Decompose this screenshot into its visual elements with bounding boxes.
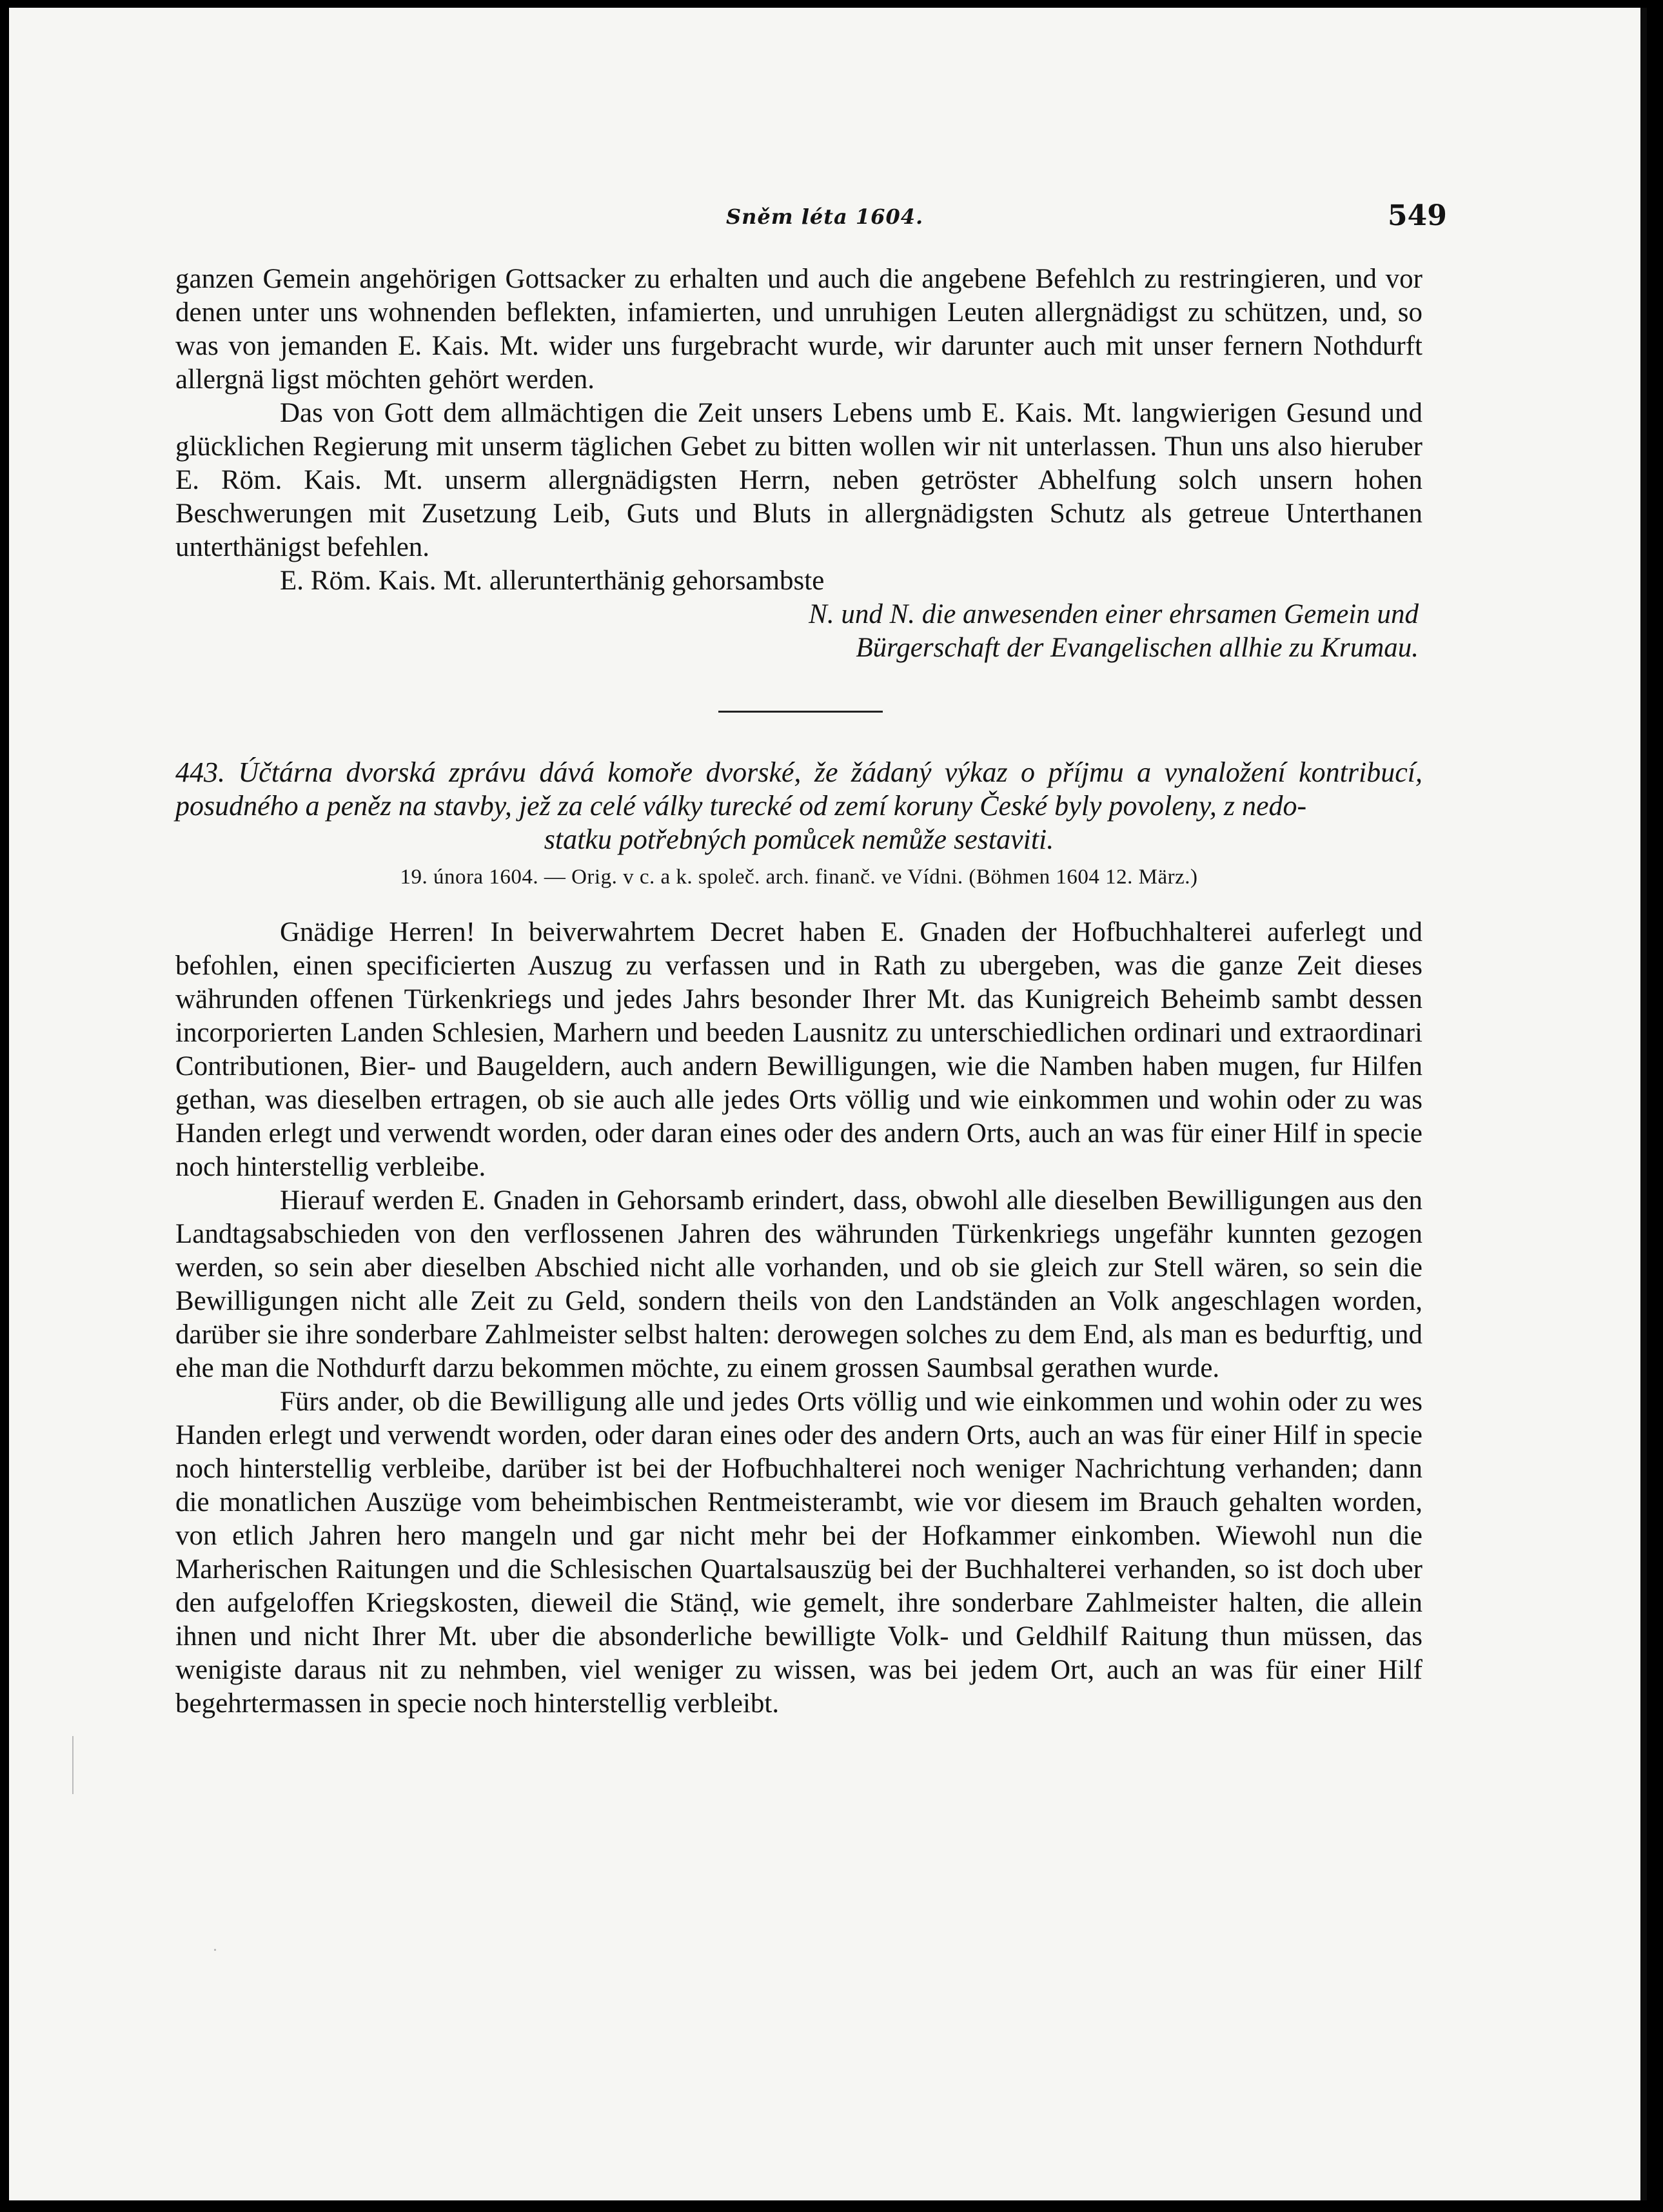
heading-text: 443. Účtárna dvorská zprávu dává komoře dvorské, že žádaný výkaz o příjmu a vynaložení kontribucí, posudného a peněz na stavby, jež za celé války turecké od zemí koruny České byly povoleny, z nedo- xyxy=(175,756,1422,822)
signature-line: Bürgerschaft der Evangelischen allhie zu Krumau. xyxy=(856,633,1419,663)
document-page xyxy=(9,8,1647,2200)
paragraph: Hierauf werden E. Gnaden in Gehorsamb erindert, dass, obwohl alle dieselben Bewilligungen aus den Landtagsabschieden von den verflossenen Jahren des währunden Türkenkriegs ungefähr kunnten gezogen werden, so sein aber dieselben Abschied nicht alle vorhanden, und ob sie gleich zur Stell wären, so sein die Bewilligungen nicht alle Zeit zu Geld, sondern theils von den Landständen an Volk angeschlagen worden, darüber sie ihre sonderbare Zahlmeister selbst halten: derowegen solches zu dem End, als man es bedurftig, und ehe man die Nothdurft darzu bekommen möchte, zu einem grossen Saumbsal gerathen wurde. xyxy=(175,1185,1422,1383)
paragraph: Gnädige Herren! In beiverwahrtem Decret haben E. Gnaden der Hofbuchhalterei auferlegt und befohlen, einen specificierten Auszug zu verfassen und in Rath zu ubergeben, was die ganze Zeit dieses währunden offenen Türkenkriegs und jedes Jahrs besonder Ihrer Mt. das Kunigreich Beheimb sambt dessen incorporierten Landen Schlesien, Marhern und beeden Lausnitz zu unterschiedlichen ordinari und extraordinari Contributionen, Bier- und Baugeldern, auch andern Bewilligungen, wie die Namben haben mugen, fur Hilfen gethan, was dieselben ertragen, ob sie auch alle jedes Orts völlig und wie einkommen und wohin oder zu was Handen erlegt und verwendt worden, oder daran eines oder des andern Orts, auch an was für einer Hilf in specie noch hinterstellig verbleibe. xyxy=(175,917,1422,1182)
scan-mark xyxy=(214,1949,216,1951)
running-head: Sněm léta 1604. xyxy=(726,204,924,229)
paragraph: Fürs ander, ob die Bewilligung alle und jedes Orts völlig und wie einkommen und wohin oder zu wes Handen erlegt und verwendt worden, oder daran eines oder des andern Orts, auch an was für einer Hilf in specie noch hinterstellig verbleibe, darüber ist bei der Hofbuchhalterei noch weniger Nachrichtung verhanden; dann die monatlichen Auszüge vom beheimbischen Rentmeisterambt, wie vor diesem im Brauch gehalten worden, von etlich Jahren hero mangeln und gar nicht mehr bei der Hofkammer einkomben. Wiewohl nun die Marherischen Raitungen und die Schlesischen Quartalsauszüg bei der Buchhalterei verhanden, so ist doch uber den aufgeloffen Kriegskosten, dieweil die Stänḍ, wie gemelt, ihre sonderbare Zahlmeister halten, die allein ihnen und nicht Ihrer Mt. uber die absonderliche bewilligte Volk- und Geldhilf Raitung thun müssen, das wenigiste daraus nit zu nehmben, viel weniger zu wissen, was bei jedem Ort, auch an was für einer Hilf begehrtermassen in specie noch hinterstellig verbleibt. xyxy=(175,1387,1422,1719)
document-heading xyxy=(175,756,1422,856)
letter-ending xyxy=(175,262,1422,665)
heading-text-last-line: statku potřebných pomůcek nemůže sestaviti. xyxy=(544,824,1054,855)
scan-mark xyxy=(72,1736,74,1794)
source-citation: 19. února 1604. — Orig. v c. a k. společ. arch. finanč. ve Vídni. (Böhmen 1604 12. März.) xyxy=(400,865,1198,889)
closing-formula: E. Röm. Kais. Mt. allerunterthänig gehorsambste xyxy=(280,566,825,596)
page-header xyxy=(9,199,1640,243)
paragraph: Das von Gott dem allmächtigen die Zeit unsers Lebens umb E. Kais. Mt. langwierigen Gesund und glücklichen Regierung mit unserm täglichen Gebet zu bitten wollen wir nit unterlassen. Thun uns also hieruber E. Röm. Kais. Mt. unserm allergnädigsten Herrn, neben getröster Abhelfung solch unsern hohen Beschwerungen mit Zusetzung Leib, Guts und Bluts in allergnädigsten Schutz als getreue Unterthanen unterthänigst befehlen. xyxy=(175,398,1422,562)
page-number: 549 xyxy=(1388,199,1447,232)
paragraph: ganzen Gemein angehörigen Gottsacker zu erhalten und auch die angebene Befehlch zu restringieren, und vor denen unter uns wohnenden beflekten, infamierten, und unruhigen Leuten allergnädigst zu schützen, und, so was von jemanden E. Kais. Mt. wider uns furgebracht wurde, wir darunter auch mit unser fernern Nothdurft allergnä ligst möchten gehört werden. xyxy=(175,264,1422,395)
document-body xyxy=(175,916,1422,1721)
section-divider xyxy=(718,711,883,713)
signature-line: N. und N. die anwesenden einer ehrsamen Gemein und xyxy=(809,599,1419,629)
